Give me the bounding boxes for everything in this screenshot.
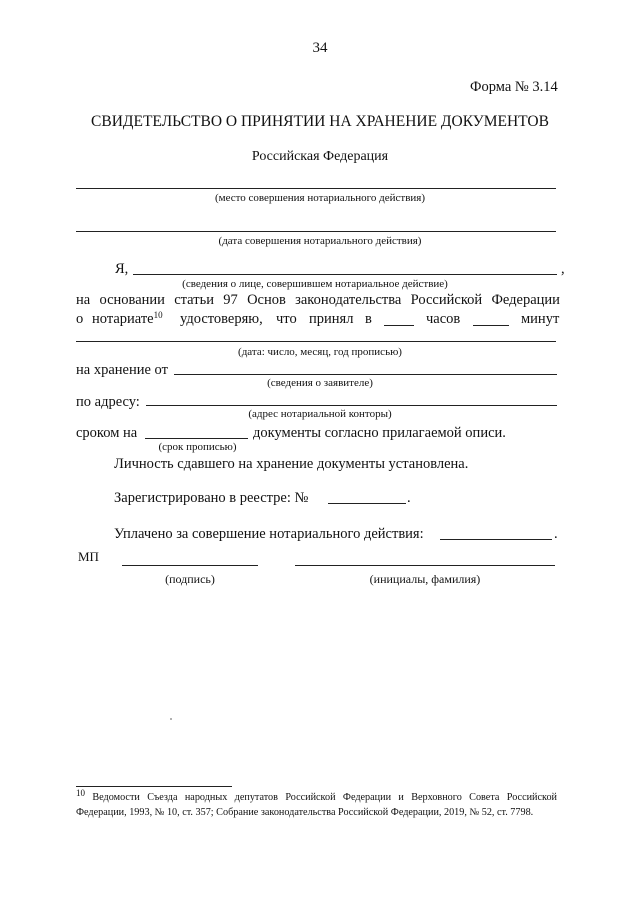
document-title: СВИДЕТЕЛЬСТВО О ПРИНЯТИИ НА ХРАНЕНИЕ ДОКУМЕНТОВ: [91, 113, 549, 130]
term-caption: (срок прописью): [158, 441, 237, 453]
storage-from-label: на хранение от: [76, 362, 168, 378]
notary-word: нотариате: [92, 311, 154, 327]
line2-certify: удостоверяю,: [180, 311, 263, 327]
identity-text: Личность сдавшего на хранение документы установлена.: [114, 456, 469, 472]
word: Совета: [469, 792, 500, 803]
hours-blank: [384, 325, 414, 326]
word: депутатов: [234, 792, 278, 803]
documents-text: документы согласно прилагаемой описи.: [253, 425, 506, 441]
paid-end: .: [554, 526, 558, 542]
word: статьи: [174, 292, 214, 308]
name-line: [295, 565, 555, 566]
office-address-caption: (адрес нотариальной конторы): [248, 408, 392, 420]
word: Верховного: [411, 792, 462, 803]
word: Российской: [285, 792, 336, 803]
footnote-mark-text: [76, 788, 85, 804]
line2-o: о: [76, 311, 84, 327]
registry-number-line: [328, 503, 406, 504]
word: основании: [99, 292, 165, 308]
applicant-caption: (сведения о заявителе): [267, 377, 373, 389]
place-caption: (место совершения нотариального действия): [214, 192, 426, 204]
line2-that: что: [276, 311, 297, 327]
i-label: Я,: [115, 261, 129, 277]
signature-line: [122, 565, 258, 566]
paid-amount-line: [440, 539, 552, 540]
signature-caption: (подпись): [165, 572, 215, 586]
term-line: [145, 438, 248, 439]
footnote-line2: Федерации, 1993, № 10, ст. 357; Собрание законодательства Российской Федерации, 2019, № 52, ст. 7798.: [76, 807, 534, 818]
place-line: [76, 188, 556, 189]
form-number: Форма № 3.14: [470, 79, 558, 95]
seal-label: МП: [78, 549, 99, 564]
footnote-mark: 10: [76, 788, 85, 798]
country-name: Российская Федерация: [251, 149, 389, 164]
applicant-line: [174, 374, 557, 375]
address-line: [146, 405, 557, 406]
word: 97: [223, 292, 238, 308]
address-label: по адресу:: [76, 394, 140, 410]
registered-end: .: [407, 490, 411, 506]
date-words-line: [76, 341, 556, 342]
page-number: 34: [312, 40, 328, 56]
footnote-ref: 10: [153, 310, 163, 320]
word: Ведомости: [92, 792, 140, 803]
person-caption: (сведения о лице, совершившем нотариальное действие): [182, 278, 448, 290]
date-line: [76, 231, 556, 232]
word: народных: [184, 792, 228, 803]
word: и: [398, 792, 404, 803]
date-words-caption: (дата: число, месяц, год прописью): [238, 346, 402, 358]
word: на: [76, 292, 91, 308]
basis-line: [76, 293, 560, 308]
word: Съезда: [147, 792, 178, 803]
registered-text: Зарегистрировано в реестре: №: [114, 490, 309, 506]
line2-accepted: принял: [309, 311, 354, 327]
footnote-separator: [76, 786, 232, 787]
word: Российской: [410, 292, 483, 308]
word: Федерации: [342, 792, 392, 803]
line2-minutes: минут: [521, 311, 560, 327]
word: Российской: [506, 792, 557, 803]
paid-text: Уплачено за совершение нотариального действия:: [114, 526, 424, 542]
date-caption: (дата совершения нотариального действия): [218, 235, 422, 247]
word: Основ: [247, 292, 286, 308]
name-caption: (инициалы, фамилия): [369, 572, 481, 586]
person-line: [133, 274, 557, 275]
scan-speck: [170, 718, 172, 720]
line2-in: в: [365, 311, 372, 327]
footnote-line1: [76, 788, 557, 804]
minutes-blank: [473, 325, 509, 326]
line2-notary: [92, 312, 163, 327]
word: Федерации: [491, 292, 560, 308]
term-label: сроком на: [76, 425, 138, 441]
comma: ,: [561, 261, 565, 277]
line2-hours: часов: [426, 311, 461, 327]
word: законодательства: [295, 292, 402, 308]
